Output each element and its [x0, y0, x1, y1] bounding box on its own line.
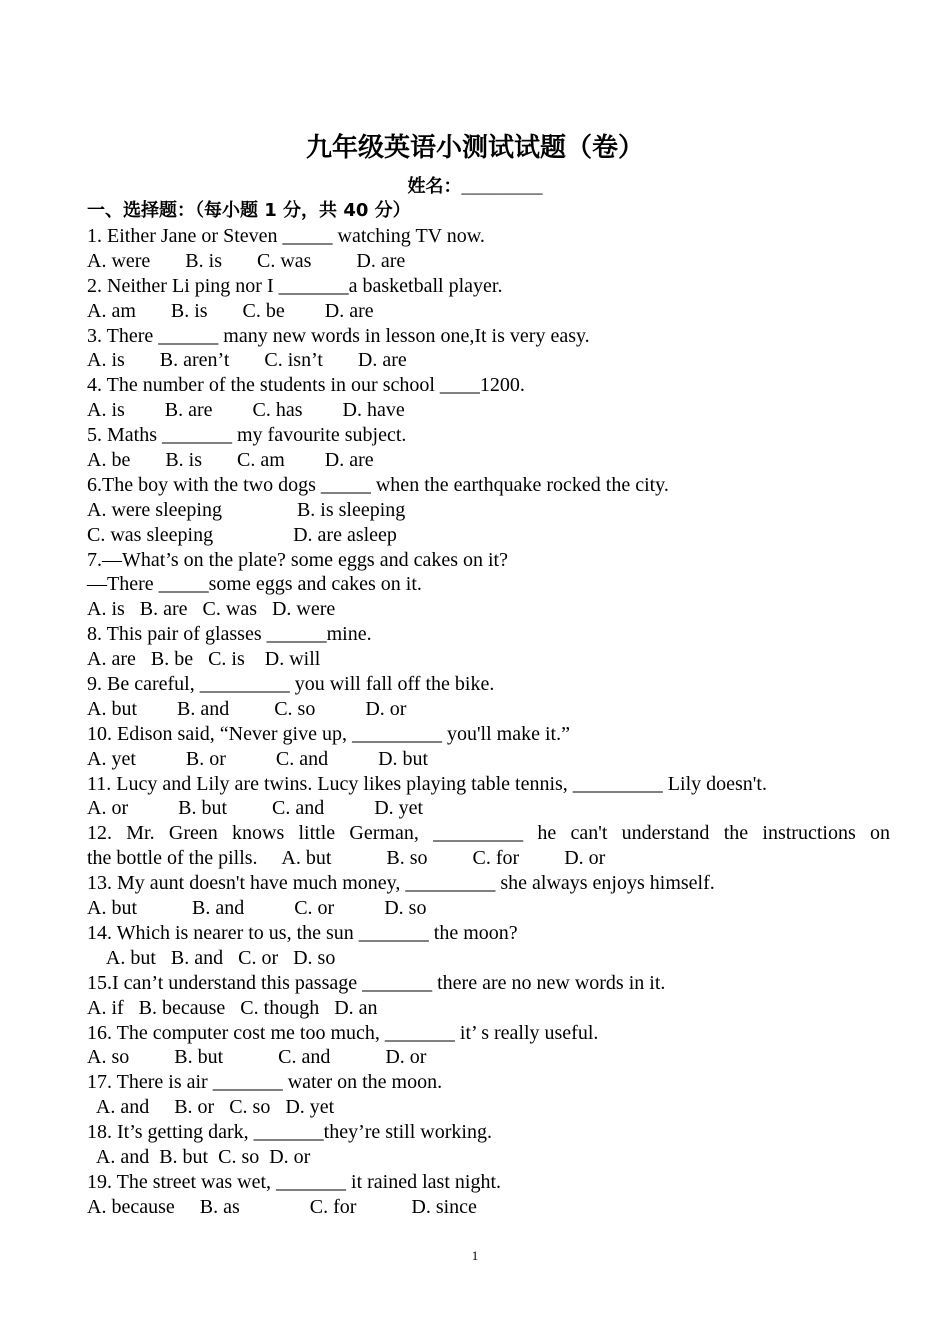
- section-heading: 一、选择题：（每小题 1 分，共 40 分）: [87, 200, 411, 221]
- question-line: 7.—What’s on the plate? some eggs and cakes on it?: [87, 548, 508, 571]
- question-line: 19. The street was wet, _______ it rained last night.: [87, 1170, 501, 1193]
- page-number: 1: [471, 1248, 479, 1263]
- question-line: 17. There is air _______ water on the moon.: [87, 1071, 443, 1094]
- question-line: 6.The boy with the two dogs _____ when the earthquake rocked the city.: [87, 473, 669, 496]
- question-line: 18. It’s getting dark, _______they’re still working.: [87, 1121, 492, 1144]
- question-line: 10. Edison said, “Never give up, _________ you'll make it.”: [87, 722, 570, 745]
- question-line: 2. Neither Li ping nor I _______a basketball player.: [87, 274, 503, 297]
- options-line: A. if B. because C. though D. an: [87, 996, 378, 1019]
- options-line: A. is B. are C. was D. were: [87, 598, 336, 621]
- options-line: A. am B. is C. be D. are: [87, 299, 374, 322]
- name-field: [0, 174, 950, 199]
- name-blank: _________: [461, 176, 543, 196]
- options-line: A. but B. and C. or D. so: [87, 897, 427, 920]
- question-line: 8. This pair of glasses ______mine.: [87, 623, 372, 646]
- question-line: 16. The computer cost me too much, _______ it’ s really useful.: [87, 1021, 599, 1044]
- options-line: A. are B. be C. is D. will: [87, 648, 321, 671]
- options-line: A. but B. and C. or D. so: [87, 946, 336, 969]
- question-line: 1. Either Jane or Steven _____ watching TV now.: [87, 225, 485, 247]
- options-line: A. and B. or C. so D. yet: [87, 1096, 335, 1119]
- question-line: 4. The number of the students in our school ____1200.: [87, 374, 525, 397]
- question-line: 13. My aunt doesn't have much money, _________ she always enjoys himself.: [87, 872, 715, 895]
- options-line: A. is B. are C. has D. have: [87, 399, 405, 422]
- options-line: A. but B. and C. so D. or: [87, 697, 407, 720]
- options-line: C. was sleeping D. are asleep: [87, 523, 397, 546]
- options-line: A. is B. aren’t C. isn’t D. are: [87, 349, 407, 372]
- options-line: A. so B. but C. and D. or: [87, 1046, 427, 1069]
- name-label: 姓名：: [407, 176, 462, 197]
- options-line: A. or B. but C. and D. yet: [87, 797, 424, 820]
- page-title: 九年级英语小测试试题（卷）: [305, 133, 644, 163]
- question-line: 3. There ______ many new words in lesson one,It is very easy.: [87, 324, 590, 347]
- options-line: A. and B. but C. so D. or: [87, 1145, 311, 1168]
- options-line: A. were sleeping B. is sleeping: [87, 498, 406, 521]
- options-line: A. because B. as C. for D. since: [87, 1195, 477, 1218]
- question-line: 11. Lucy and Lily are twins. Lucy likes playing table tennis, _________ Lily doesn't.: [87, 772, 767, 795]
- options-line: A. be B. is C. am D. are: [87, 449, 374, 472]
- question-line: 9. Be careful, _________ you will fall off the bike.: [87, 673, 495, 696]
- question-line: 12. Mr. Green knows little German, _________ he can't understand the instructions on: [87, 822, 890, 845]
- question-line: 15.I can’t understand this passage _______ there are no new words in it.: [87, 971, 666, 994]
- question-list: [87, 224, 890, 1220]
- options-line: the bottle of the pills. A. but B. so C. for D. or: [87, 847, 606, 870]
- question-line: —There _____some eggs and cakes on it.: [87, 573, 422, 596]
- question-line: 14. Which is nearer to us, the sun _______ the moon?: [87, 921, 518, 944]
- question-line: 5. Maths _______ my favourite subject.: [87, 424, 407, 447]
- options-line: A. yet B. or C. and D. but: [87, 747, 429, 770]
- options-line: A. were B. is C. was D. are: [87, 249, 406, 272]
